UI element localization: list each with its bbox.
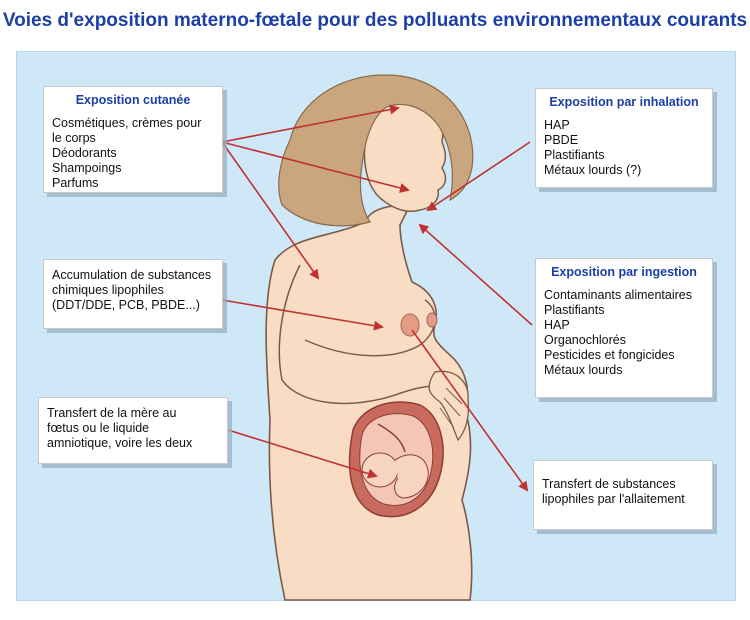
nipple	[401, 314, 419, 336]
box-line: fœtus ou le liquide	[47, 421, 150, 435]
box-heading: Exposition cutanée	[75, 93, 191, 107]
box-heading: Exposition par ingestion	[551, 265, 697, 279]
box-line: HAP	[544, 318, 570, 332]
box-line: (DDT/DDE, PCB, PBDE...)	[52, 298, 200, 312]
box-line: Transfert de substances	[542, 477, 676, 491]
box-line: Plastifiants	[544, 148, 605, 162]
box-line: Contaminants alimentaires	[544, 288, 692, 302]
box-transfert-foetus	[38, 397, 228, 464]
box-line: Métaux lourds	[544, 363, 623, 377]
box-line: amniotique, voire les deux	[47, 436, 193, 450]
arrow-ingestion	[420, 225, 532, 325]
box-exposition-cutanee	[43, 86, 223, 193]
box-line: Shampoings	[52, 161, 122, 175]
box-line: Parfums	[52, 176, 99, 190]
box-accumulation	[43, 259, 223, 329]
box-allaitement	[533, 460, 713, 530]
box-line: PBDE	[544, 133, 579, 147]
box-line: Cosmétiques, crèmes pour	[52, 116, 202, 130]
box-line: Déodorants	[52, 146, 117, 160]
box-line: Accumulation de substances	[52, 268, 212, 282]
box-line: Métaux lourds (?)	[544, 163, 642, 177]
box-line: Organochlorés	[544, 333, 626, 347]
diagram-title: Voies d'exposition materno-fœtale pour des polluants environnementaux courants	[2, 10, 748, 31]
box-line: Pesticides et fongicides	[544, 348, 675, 362]
fetus-head	[362, 453, 398, 487]
box-line: Plastifiants	[544, 303, 605, 317]
box-heading: Exposition par inhalation	[549, 95, 699, 109]
box-exposition-ingestion	[535, 258, 713, 398]
box-line: lipophiles par l'allaitement	[542, 492, 685, 506]
box-line: HAP	[544, 118, 570, 132]
nipple-right	[427, 313, 437, 327]
box-line: Transfert de la mère au	[47, 406, 177, 420]
box-exposition-inhalation	[535, 88, 713, 188]
box-line: chimiques lipophiles	[52, 283, 164, 297]
box-line: le corps	[52, 131, 96, 145]
